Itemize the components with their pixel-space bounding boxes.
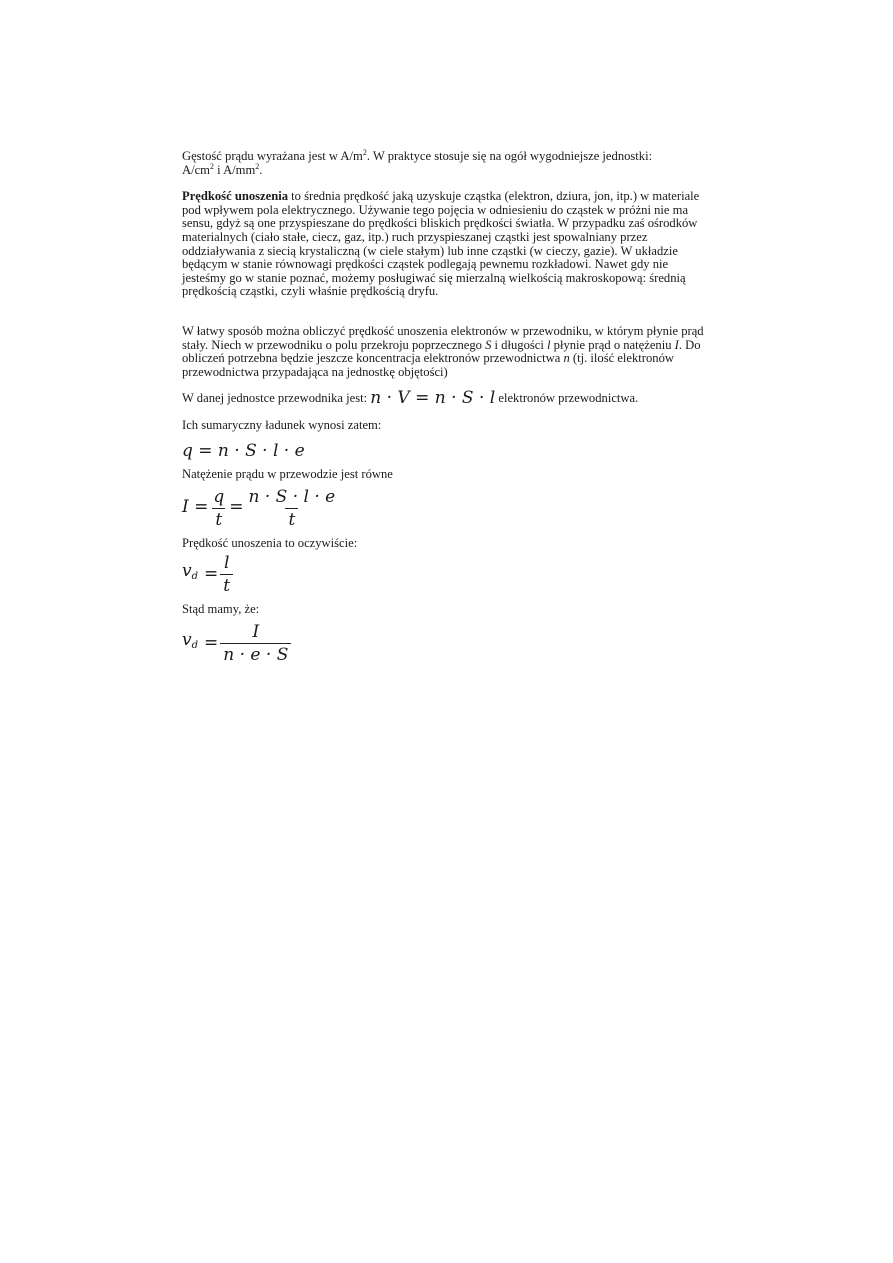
paragraph-current-density (182, 147, 714, 177)
fraction (210, 488, 227, 529)
term-bold: Prędkość unoszenia (182, 189, 289, 204)
text: W danej jednostce przewodnika jest: (182, 391, 371, 406)
paragraph-total-charge: Ich sumaryczny ładunek wynosi zatem: (182, 417, 382, 432)
formula-final (182, 623, 714, 664)
denominator: t (220, 574, 233, 595)
subscript-d: d (191, 571, 199, 583)
formula-current (182, 488, 714, 529)
equals-sign: = (229, 497, 244, 518)
variable-v: v (182, 630, 192, 651)
paragraph-current: Natężenie prądu w przewodzie jest równe (182, 467, 393, 482)
superscript: 2 (255, 161, 260, 171)
superscript: 2 (209, 161, 214, 171)
numerator: q (213, 486, 225, 507)
numerator: l (223, 553, 230, 574)
denominator: t (212, 508, 225, 529)
formula-charge: q = n · S · l · e (182, 440, 305, 461)
text: i A/mm (213, 162, 256, 177)
paragraph-drift-velocity: Prędkość unoszenia to oczywiście: (182, 535, 358, 550)
variable-S: S (485, 337, 492, 352)
numerator: I (252, 621, 260, 642)
fraction (246, 488, 339, 529)
text: . (259, 162, 263, 177)
variable-v: v (182, 561, 192, 582)
paragraph-conclusion: Stąd mamy, że: (182, 602, 260, 617)
subscript-d: d (191, 640, 199, 652)
text: A/cm (182, 162, 210, 177)
text: płynie prąd o natężeniu (550, 337, 675, 352)
variable-I: I (674, 337, 679, 352)
fraction (220, 623, 291, 664)
formula-lhs (182, 561, 199, 584)
numerator: n · S · l · e (248, 486, 336, 507)
variable-n: n (563, 351, 570, 366)
paragraph-electron-count (182, 388, 714, 409)
denominator: t (285, 508, 298, 529)
equals-sign: = (204, 632, 219, 653)
paragraph-calculation-intro (182, 325, 714, 379)
denominator: n · e · S (220, 643, 291, 664)
inline-formula: n · V = n · S · l (370, 388, 496, 409)
text: i długości (491, 337, 548, 352)
equals-sign: = (204, 563, 219, 584)
text: elektronów przewodnictwa. (495, 391, 639, 406)
document-page (182, 147, 714, 665)
text: . W praktyce stosuje się na ogół wygodniejsze jednostki: (366, 149, 653, 163)
formula-drift-velocity (182, 554, 714, 595)
text: (tj. ilość elektronów przewodnictwa przypadająca na jednostkę objętości) (182, 351, 674, 379)
formula-lhs (182, 630, 199, 653)
text: . Do obliczeń potrzebna będzie jeszcze koncentracja elektronów przewodnictwa (182, 337, 701, 366)
text: W łatwy sposób można obliczyć prędkość unoszenia elektronów w przewodniku, w którym płynie prąd stały. Niech w przewodniku o polu przekroju poprzecznego (182, 323, 704, 352)
paragraph-drift-velocity-definition (182, 190, 714, 299)
text: to średnia prędkość jaką uzyskuje cząstka (elektron, dziura, jon, itp.) w materiale pod wpływem pola elektrycznego. Używanie tego pojęcia w odniesieniu do cząstek w próżni nie ma sensu, gdyż są one przyspieszane do prędkości bliskich prędkości światła. W przypadku zaś ośrodków materialnych (ciało stałe, ciecz, gaz, itp.) ruch przyspieszanej cząstki jest spowalniany przez oddziaływania z siecią krystaliczną (w ciele stałym) lub inne cząstki (w cieczy, gazie). W układzie będącym w stanie równowagi prędkości cząstek podlegają pewnemu rozkładowi. Nawet gdy nie jesteśmy go w stanie poznać, możemy posługiwać się mierzalną wielkością makroskopową: średnią prędkością cząstki, czyli właśnie prędkością dryfu. (182, 189, 700, 299)
superscript: 2 (362, 147, 367, 157)
text: Gęstość prądu wyrażana jest w A/m (182, 149, 363, 163)
fraction (220, 554, 233, 595)
formula-lhs: I = (182, 497, 209, 518)
variable-l: l (547, 337, 551, 352)
